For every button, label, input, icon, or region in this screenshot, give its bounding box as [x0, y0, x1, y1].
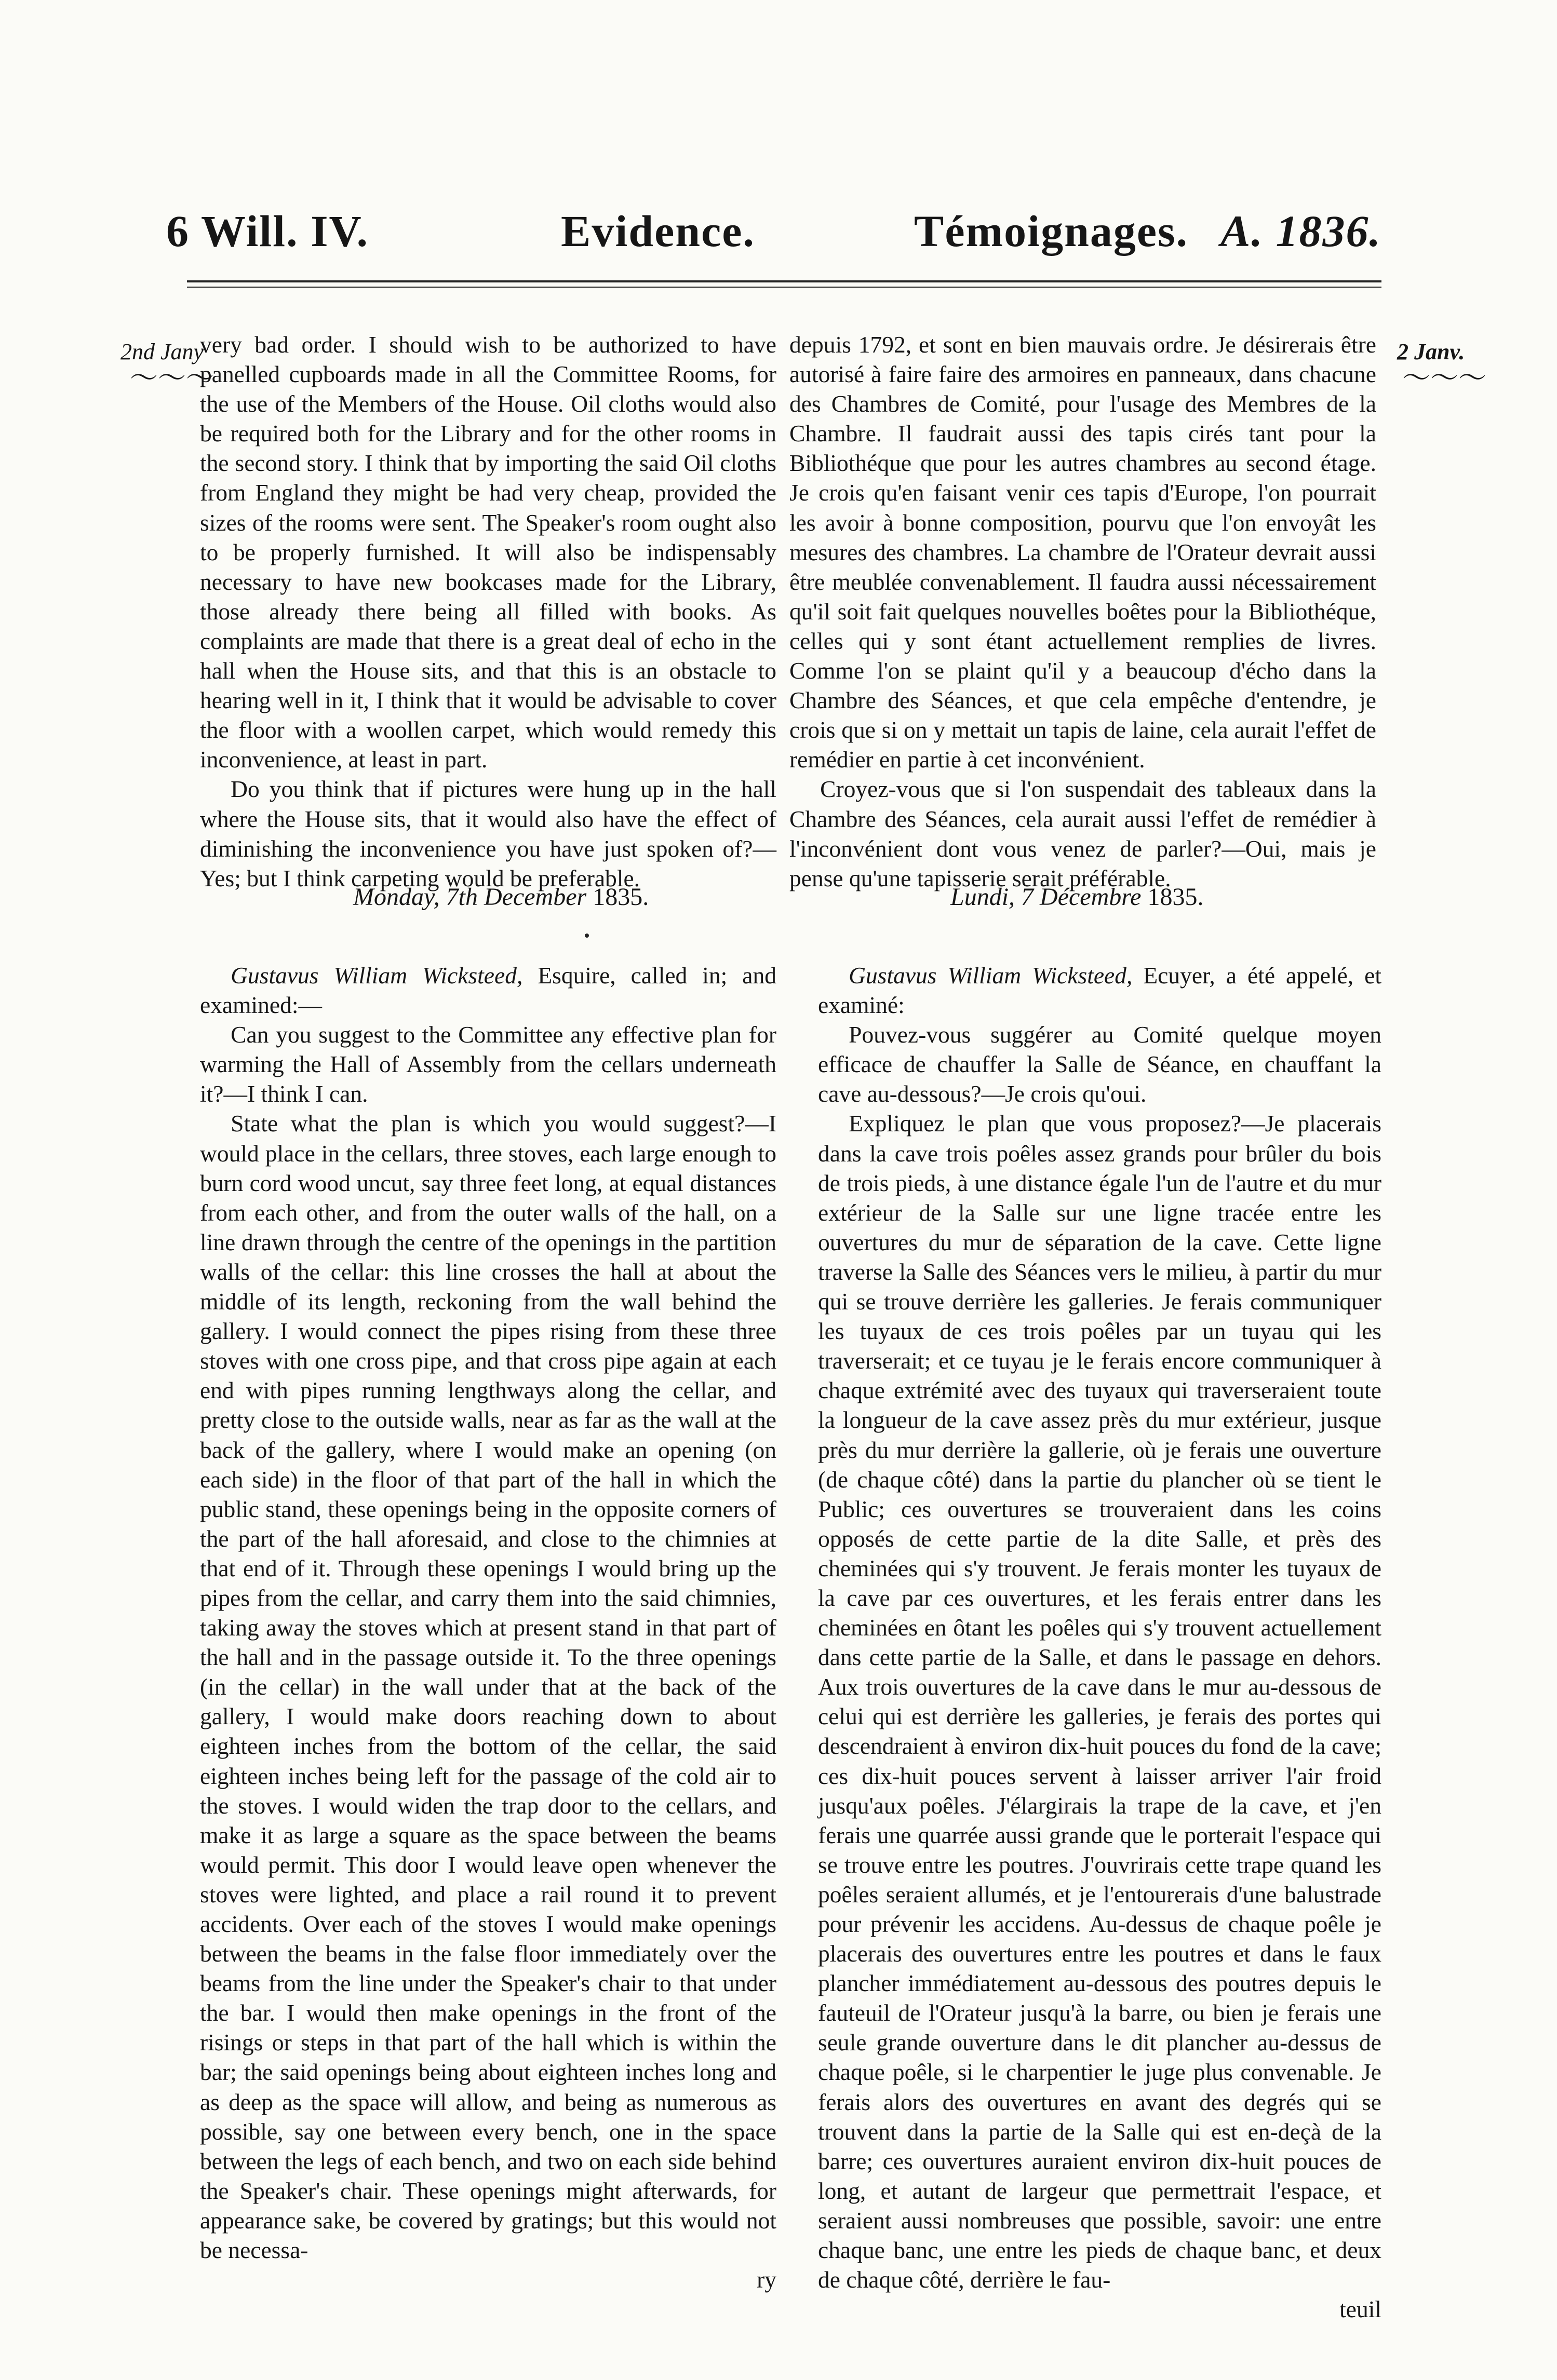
header-rule-thin: [187, 287, 1381, 288]
french-continued: [789, 330, 1376, 893]
separator-dot: [585, 934, 589, 938]
paragraph: Croyez-vous que si l'on suspendait des tableaux dans la Chambre des Séances, cela aurait aussi l'effet de remédier à l'inconvénient dont vous venez de parler?—Oui, mais je pense qu'une tapisserie serait préférable.: [789, 776, 1376, 891]
margin-flourish-right: ～～～: [1402, 362, 1486, 394]
date-text: Monday, 7th December: [353, 883, 587, 911]
english-continued: [200, 330, 776, 893]
margin-date-right: 2 Janv.: [1397, 339, 1465, 364]
header-temoignages: Témoignages.: [914, 206, 1189, 256]
date-year: 1835.: [593, 883, 649, 911]
date-french: [950, 883, 1203, 911]
paragraph: Expliquez le plan que vous proposez?—Je placerais dans la cave trois poêles assez grands pour brûler du bois de trois pieds, à une distance égale l'un de l'autre et du mur extérieur de la Salle sur une ligne tracée entre les ouvertures du mur de séparation de la cave. Cette ligne traverse la Salle des Séances vers le milieu, à partir du mur qui se trouve derrière les galleries. Je ferais communiquer les tuyaux de ces trois poêles par un tuyau qui les traverserait; et ce tuyau je le ferais encore communiquer à chaque extrémité avec des tuyaux qui traverseraient toute la longueur de la cave assez près du mur extérieur, jusque près du mur derrière la gallerie, où je ferais une ouverture (de chaque côté) dans la partie du plancher où se tient le Public; ces ouvertures se trouveraient dans les coins opposés de cette partie de la dite Salle, et près des cheminées qui s'y trouvent. Je ferais monter les tuyaux de la cave par ces ouvertures, et les ferais entrer dans les cheminées en ôtant les poêles qui s'y trouvent actuellement dans cette partie de la Salle, et dans le passage en dehors. Aux trois ouvertures de la cave dans le mur au-dessous de celui qui est derrière les galleries, je ferais des portes qui descendraient à environ dix-huit pouces du fond de la cave; ces dix-huit pouces servent à laisser arriver l'air froid jusqu'aux poêles. J'élargirais la trape de la cave, et j'en ferais une quarrée aussi grande que le porterait l'espace qui se trouve entre les poutres. J'ouvrirais cette trape quand les poêles seraient allumés, et je l'entourerais d'une balustrade pour prévenir les accidens. Au-dessus de chaque poêle je placerais des ouvertures entre les poutres et dans le faux plancher immédiatement au-dessous des poutres depuis le fauteuil de l'Orateur jusqu'à la barre, ou bien je ferais une seule grande ouverture dans le dit plancher au-dessus de chaque poêle, si le charpentier le juge plus convenable. Je ferais alors des ouvertures en avant des degrés qui se trouvent dans la partie de la Salle qui est en-deçà de la barre; ces ouvertures auraient environ dix-huit pouces de long, et autant de largeur que permettrait l'espace, et seraient aussi nombreuses que possible, savoir: une entre chaque banc, une entre les pieds de chaque banc, et deux de chaque côté, derrière le fau-: [818, 1110, 1381, 2293]
header-year: A. 1836.: [1220, 206, 1381, 256]
english-testimony: [200, 961, 776, 2294]
french-testimony: [818, 961, 1381, 2324]
header-session: 6 Will. IV.: [166, 206, 369, 256]
paragraph: State what the plan is which you would suggest?—I would place in the cellars, three stoves, each large enough to burn cord wood uncut, say three feet long, at equal distances from each other, and from the outer walls of the hall, on a line drawn through the centre of the openings in the partition walls of the cellar: this line crosses the hall at about the middle of its length, reckoning from the wall behind the gallery. I would connect the pipes rising from these three stoves with one cross pipe, and that cross pipe again at each end with pipes running lengthways along the cellar, and pretty close to the outside walls, near as far as the wall at the back of the gallery, where I would make an opening (on each side) in the floor of that part of the hall in which the public stand, these openings being in the opposite corners of the part of the hall aforesaid, and close to the chimnies at that end of it. Through these openings I would bring up the pipes from the cellar, and carry them into the said chimnies, taking away the stoves which at present stand in that part of the hall and in the passage outside it. To the three openings (in the cellar) in the wall under that at the back of the gallery, I would make doors reaching down to about eighteen inches from the bottom of the cellar, the said eighteen inches being left for the passage of the cold air to the stoves. I would widen the trap door to the cellars, and make it as large a square as the space between the beams would permit. This door I would leave open whenever the stoves were lighted, and place a rail round it to prevent accidents. Over each of the stoves I would make openings between the beams in the false floor immediately over the beams from the line under the Speaker's chair to that under the bar. I would then make openings in the front of the risings or steps in that part of the hall which is within the bar; the said openings being about eighteen inches long and as deep as the space will allow, and being as numerous as possible, say one between every bench, one in the space between the legs of each bench, and two on each side behind the Speaker's chair. These openings might afterwards, for appearance sake, be covered by gratings; but this would not be necessa-: [200, 1110, 776, 2264]
witness-rest: Esquire, called in; and examined:—: [200, 962, 776, 1019]
witness-rest: Ecuyer, a été appelé, et examiné:: [818, 962, 1381, 1019]
paragraph: Can you suggest to the Committee any effective plan for warming the Hall of Assembly from the cellars underneath it?—I think I can.: [200, 1021, 776, 1107]
running-header: [166, 205, 1381, 267]
date-english: [353, 883, 649, 911]
paragraph: Do you think that if pictures were hung up in the hall where the House sits, that it would also have the effect of diminishing the inconvenience you have just spoken of?—Yes; but I think carpeting would be preferable.: [200, 776, 776, 891]
margin-flourish-left: ～～～: [130, 362, 214, 394]
witness-intro: [200, 961, 776, 1020]
paragraph: depuis 1792, et sont en bien mauvais ordre. Je désirerais être autorisé à faire faire des armoires en panneaux, dans chacune des Chambres de Comité, pour l'usage des Membres de la Chambre. Il faudrait aussi des tapis cirés tant pour la Bibliothéque que pour les autres chambres au second étage. Je crois qu'en faisant venir ces tapis d'Europe, l'on pourrait les avoir à bonne composition, pourvu que l'on envoyât les mesures des chambres. La chambre de l'Orateur devrait aussi être meublée convenablement. Il faudra aussi nécessairement qu'il soit fait quelques nouvelles boêtes pour la Bibliothéque, celles qui y sont étant actuellement remplies de livres. Comme l'on se plaint qu'il y a beaucoup d'écho dans la Chambre des Séances, et que cela empêche d'entendre, je crois que si on y mettait un tapis de laine, cela aurait l'effet de remédier en partie à cet inconvénient.: [789, 331, 1376, 773]
header-rule: [187, 280, 1381, 282]
margin-date-left: 2nd Jany: [120, 339, 204, 364]
catchword: ry: [757, 2266, 776, 2293]
date-year: 1835.: [1147, 883, 1204, 911]
paragraph: Pouvez-vous suggérer au Comité quelque moyen efficace de chauffer la Salle de Séance, en chauffant la cave au-dessous?—Je crois qu'oui.: [818, 1021, 1381, 1107]
paragraph: very bad order. I should wish to be authorized to have panelled cupboards made in all the Committee Rooms, for the use of the Members of the House. Oil cloths would also be required both for the Library and for the other rooms in the second story. I think that by importing the said Oil cloths from England they might be had very cheap, provided the sizes of the rooms were sent. The Speaker's room ought also to be properly furnished. It will also be indispensably necessary to have new bookcases made for the Library, those already there being all filled with books. As complaints are made that there is a great deal of echo in the hall when the House sits, and that this is an obstacle to hearing well in it, I think that it would be advisable to cover the floor with a woollen carpet, which would remedy this inconvenience, at least in part.: [200, 331, 776, 773]
header-evidence: Evidence.: [561, 206, 755, 256]
witness-name: Gustavus William Wicksteed,: [849, 962, 1133, 989]
date-text: Lundi, 7 Décembre: [950, 883, 1142, 911]
witness-intro: [818, 961, 1381, 1020]
witness-name: Gustavus William Wicksteed,: [231, 962, 523, 989]
catchword: teuil: [1339, 2296, 1381, 2323]
